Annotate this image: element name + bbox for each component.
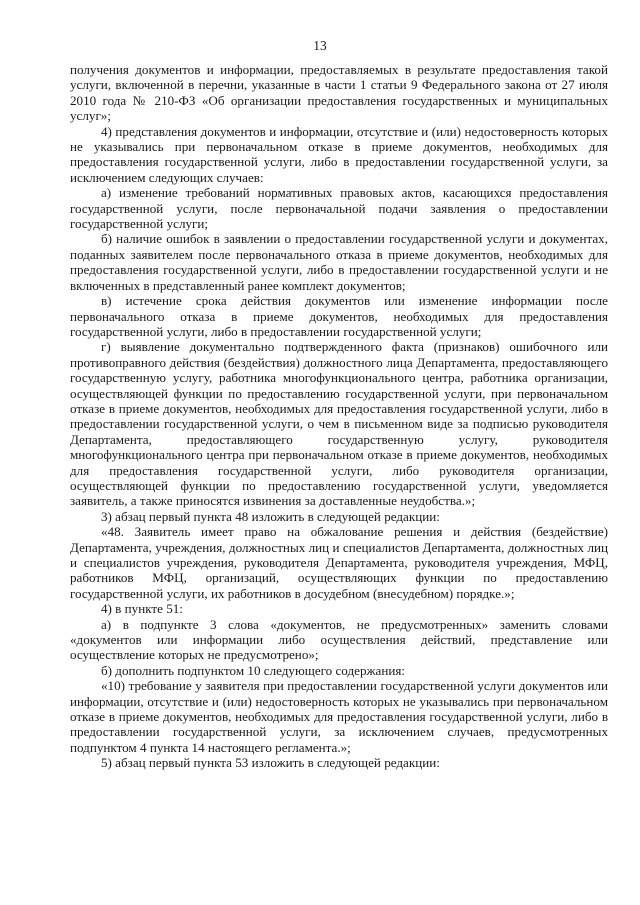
paragraph: получения документов и информации, предоставляемых в результате предоставления такой услуги, включенной в перечни, указанные в части 1 статьи 9 Федерального закона от 27 июля 2010 года № 210-ФЗ «Об организации предоставления государственных и муниципальных услуг»; — [70, 62, 608, 124]
paragraph: 5) абзац первый пункта 53 изложить в следующей редакции: — [101, 755, 440, 771]
page-number: 13 — [313, 38, 327, 53]
paragraph: в) истечение срока действия документов или изменение информации после первоначального отказа в приеме документов, необходимых для предоставления государственной услуги, либо в предоставлении государственной услуги; — [70, 293, 608, 339]
paragraph: б) наличие ошибок в заявлении о предоставлении государственной услуги и документах, поданных заявителем после первоначального отказа в приеме документов, необходимых для предоставления государственной услуги, либо в предоставлении государственной услуги и не включенных в представленный ранее комплект документов; — [70, 231, 608, 293]
paragraph: «48. Заявитель имеет право на обжалование решения и действия (бездействие) Департамента, учреждения, должностных лиц и специалистов Департамента, должностных лиц и специалистов учреждения, руководителя Департамента, руководителя учреждения, МФЦ, работников МФЦ, организаций, осуществляющих функции по предоставлению государственной услуги, их работников в досудебном (внесудебном) порядке.»; — [70, 524, 608, 601]
paragraph: «10) требование у заявителя при предоставлении государственной услуги документов или информации, отсутствие и (или) недостоверность которых не указывались при первоначальном отказе в приеме документов, необходимых для предоставления государственной услуги, либо в предоставлении государственной услуги, за исключением случаев, предусмотренных подпунктом 4 пункта 14 настоящего регламента.»; — [70, 678, 608, 755]
document-body — [70, 62, 608, 771]
paragraph: а) изменение требований нормативных правовых актов, касающихся предоставления государственной услуги, после первоначальной подачи заявления о предоставлении государственной услуги; — [70, 185, 608, 232]
paragraph: б) дополнить подпунктом 10 следующего содержания: — [101, 662, 406, 678]
paragraph: г) выявление документально подтвержденного факта (признаков) ошибочного или противоправного действия (бездействия) должностного лица Департамента, предоставляющего государственную услугу, работника многофункционального центра, работника организации, осуществляющей функции по предоставлению государственной услуги, при первоначальном отказе в приеме документов, необходимых для предоставления государственной услуги, либо в предоставлении государственной услуги, о чем в письменном виде за подписью руководителя Департамента, предоставляющего государственную услугу, руководителя многофункционального центра при первоначальном отказе в приеме документов, необходимых для предоставления государственной услуги, либо руководителя организации, осуществляющей функции по предоставлению государственной услуги, уведомляется заявитель, а также приносятся извинения за доставленные неудобства.»; — [70, 339, 608, 509]
paragraph: 3) абзац первый пункта 48 изложить в следующей редакции: — [101, 508, 440, 524]
paragraph: а) в подпункте 3 слова «документов, не предусмотренных» заменить словами «документов или информации либо осуществления действий, представление или осуществление которых не предусмотрено»; — [70, 616, 608, 663]
paragraph: 4) представления документов и информации, отсутствие и (или) недостоверность которых не указывались при первоначальном отказе в приеме документов, необходимых для предоставления государственной услуги, либо в предоставлении государственной услуги, за исключением следующих случаев: — [70, 123, 608, 185]
paragraph: 4) в пункте 51: — [101, 601, 183, 617]
